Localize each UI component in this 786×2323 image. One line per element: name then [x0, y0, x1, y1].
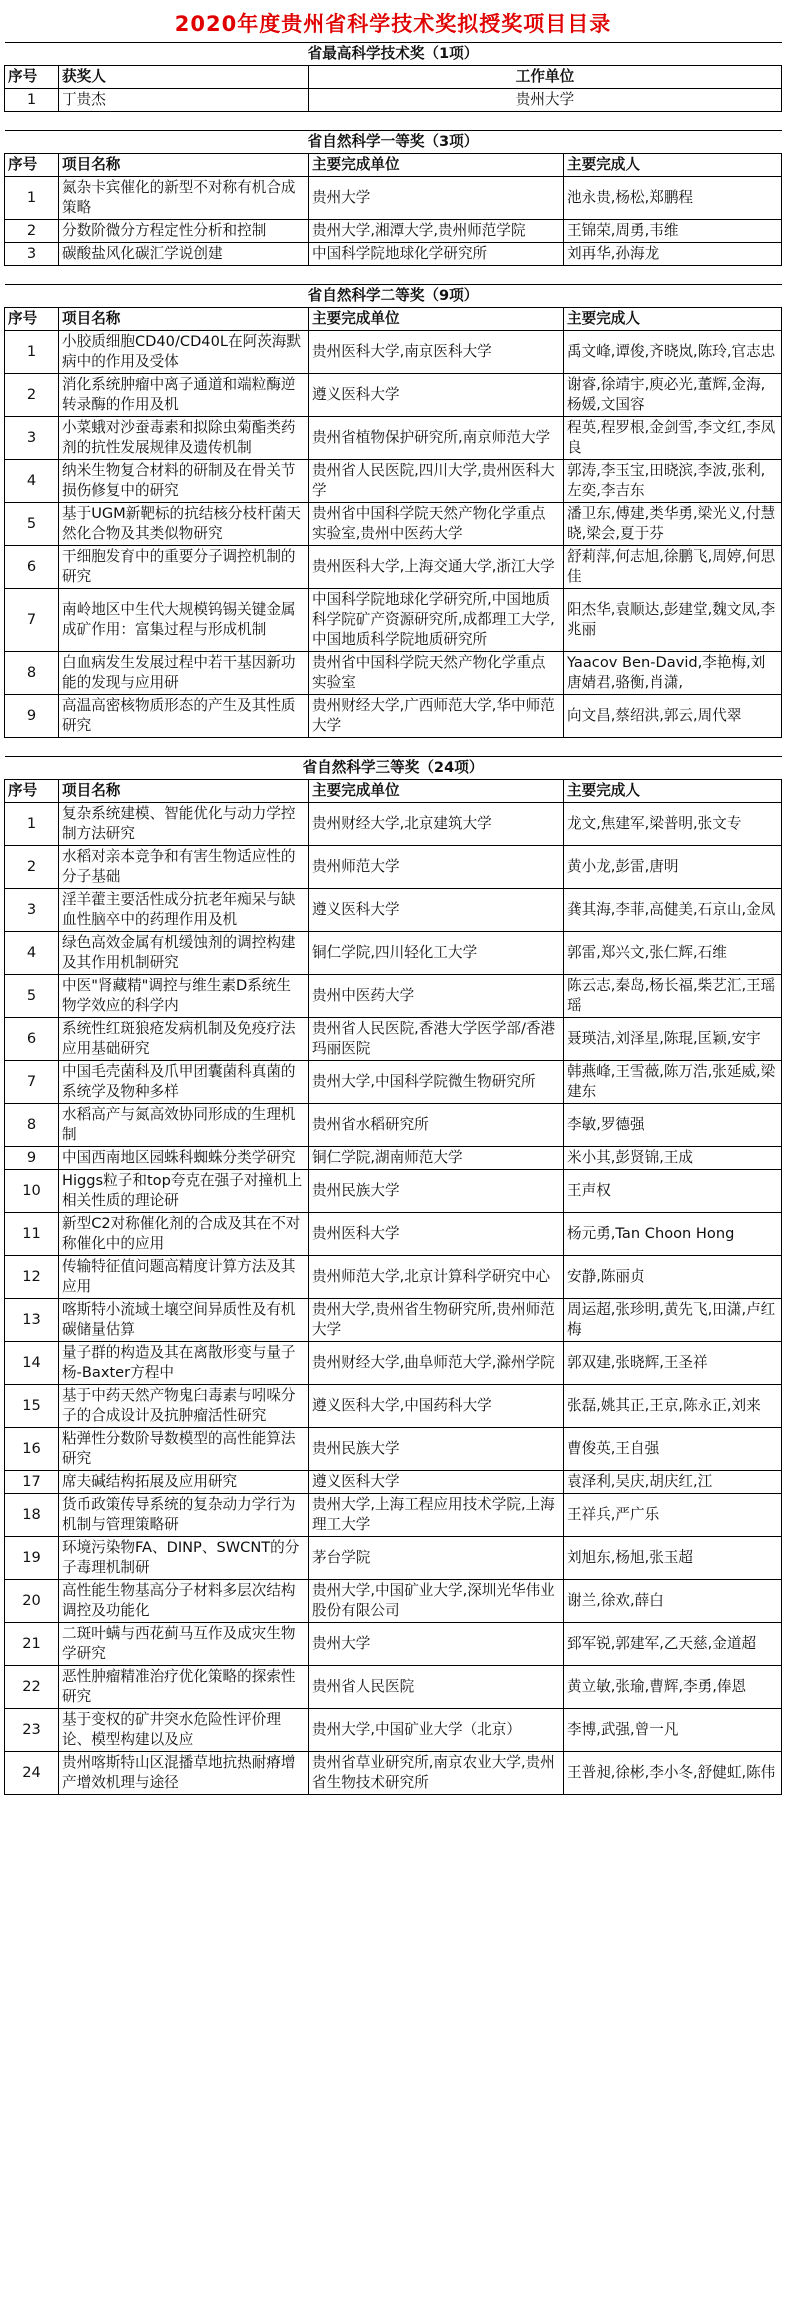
work-unit: 贵州大学: [309, 89, 782, 112]
table-row: [5, 1104, 782, 1147]
project-name: 贵州喀斯特山区混播草地抗热耐瘠增产增效机理与途径: [59, 1752, 309, 1795]
header-cell: 主要完成单位: [309, 308, 564, 331]
table-row: [5, 89, 782, 112]
row-index: 14: [5, 1342, 59, 1385]
completion-unit: 贵州中医药大学: [309, 975, 564, 1018]
completion-unit: 贵州省水稻研究所: [309, 1104, 564, 1147]
completion-people: 米小其,彭贤锦,王成: [564, 1147, 782, 1170]
completion-unit: 遵义医科大学,中国药科大学: [309, 1385, 564, 1428]
row-index: 3: [5, 889, 59, 932]
completion-people: 杨元勇,Tan Choon Hong: [564, 1213, 782, 1256]
table-row: [5, 1666, 782, 1709]
completion-unit: 贵州医科大学,南京医科大学: [309, 331, 564, 374]
completion-people: 向文昌,蔡绍洪,郭云,周代翠: [564, 695, 782, 738]
header-cell: 主要完成人: [564, 308, 782, 331]
completion-people: 程英,程罗根,金剑雪,李文红,李凤良: [564, 417, 782, 460]
project-name: 恶性肿瘤精准治疗优化策略的探索性研究: [59, 1666, 309, 1709]
header-row: [5, 780, 782, 803]
table-row: [5, 589, 782, 652]
table-row: [5, 1170, 782, 1213]
completion-people: 刘旭东,杨旭,张玉超: [564, 1537, 782, 1580]
project-name: 消化系统肿瘤中离子通道和端粒酶逆转录酶的作用及机: [59, 374, 309, 417]
header-cell: 主要完成人: [564, 780, 782, 803]
completion-unit: 贵州省中国科学院天然产物化学重点实验室,贵州中医药大学: [309, 503, 564, 546]
table-row: [5, 1256, 782, 1299]
completion-unit: 贵州省草业研究所,南京农业大学,贵州省生物技术研究所: [309, 1752, 564, 1795]
completion-unit: 贵州省人民医院: [309, 1666, 564, 1709]
completion-unit: 贵州医科大学: [309, 1213, 564, 1256]
row-index: 2: [5, 374, 59, 417]
completion-people: 韩燕峰,王雪薇,陈万浩,张延威,梁建东: [564, 1061, 782, 1104]
project-name: 环境污染物FA、DINP、SWCNT的分子毒理机制研: [59, 1537, 309, 1580]
row-index: 1: [5, 331, 59, 374]
row-index: 9: [5, 1147, 59, 1170]
completion-people: 郭雷,郑兴文,张仁辉,石维: [564, 932, 782, 975]
table-row: [5, 1494, 782, 1537]
row-index: 13: [5, 1299, 59, 1342]
project-name: 系统性红斑狼疮发病机制及免疫疗法应用基础研究: [59, 1018, 309, 1061]
row-index: 3: [5, 417, 59, 460]
project-name: 水稻高产与氮高效协同形成的生理机制: [59, 1104, 309, 1147]
row-index: 4: [5, 460, 59, 503]
project-name: 二斑叶螨与西花蓟马互作及成灾生物学研究: [59, 1623, 309, 1666]
row-index: 19: [5, 1537, 59, 1580]
header-cell: 序号: [5, 780, 59, 803]
project-name: 碳酸盐风化碳汇学说创建: [59, 243, 309, 266]
header-cell: 序号: [5, 66, 59, 89]
completion-unit: 贵州大学,中国科学院微生物研究所: [309, 1061, 564, 1104]
completion-people: 舒莉萍,何志旭,徐鹏飞,周婷,何思佳: [564, 546, 782, 589]
table-row: [5, 417, 782, 460]
row-index: 5: [5, 503, 59, 546]
completion-unit: 贵州大学,中国矿业大学（北京）: [309, 1709, 564, 1752]
row-index: 15: [5, 1385, 59, 1428]
completion-people: 黄小龙,彭雷,唐明: [564, 846, 782, 889]
completion-unit: 贵州大学,上海工程应用技术学院,上海理工大学: [309, 1494, 564, 1537]
header-cell: 主要完成单位: [309, 780, 564, 803]
table-row: [5, 243, 782, 266]
row-index: 12: [5, 1256, 59, 1299]
header-row: [5, 66, 782, 89]
completion-unit: 贵州省人民医院,四川大学,贵州医科大学: [309, 460, 564, 503]
completion-unit: 贵州大学,贵州省生物研究所,贵州师范大学: [309, 1299, 564, 1342]
completion-unit: 贵州师范大学: [309, 846, 564, 889]
row-index: 2: [5, 846, 59, 889]
section-gap: [5, 738, 782, 757]
header-cell: 项目名称: [59, 780, 309, 803]
completion-unit: 贵州财经大学,广西师范大学,华中师范大学: [309, 695, 564, 738]
completion-people: 张磊,姚其正,王京,陈永正,刘来: [564, 1385, 782, 1428]
completion-unit: 贵州大学,中国矿业大学,深圳光华伟业股份有限公司: [309, 1580, 564, 1623]
table-row: [5, 652, 782, 695]
page-title: 2020年度贵州省科学技术奖拟授奖项目目录: [174, 12, 612, 36]
table-row: [5, 546, 782, 589]
project-name: 货币政策传导系统的复杂动力学行为机制与管理策略研: [59, 1494, 309, 1537]
gap-cell: [5, 738, 782, 757]
row-index: 23: [5, 1709, 59, 1752]
table-row: [5, 1428, 782, 1471]
section-title: 省自然科学二等奖（9项）: [5, 285, 782, 308]
header-cell: 主要完成人: [564, 154, 782, 177]
table-row: [5, 1299, 782, 1342]
completion-people: 龚其海,李菲,高健美,石京山,金凤: [564, 889, 782, 932]
header-cell: 序号: [5, 154, 59, 177]
project-name: 高温高密核物质形态的产生及其性质研究: [59, 695, 309, 738]
table-row: [5, 1213, 782, 1256]
completion-people: 谢兰,徐欢,薛白: [564, 1580, 782, 1623]
completion-people: 池永贵,杨松,郑鹏程: [564, 177, 782, 220]
table-row: [5, 1018, 782, 1061]
completion-people: 王声权: [564, 1170, 782, 1213]
completion-people: 禹文峰,谭俊,齐晓岚,陈玲,官志忠: [564, 331, 782, 374]
completion-people: 谢睿,徐靖宇,庾必光,董辉,金海,杨媛,文国容: [564, 374, 782, 417]
completion-unit: 贵州大学,湘潭大学,贵州师范学院: [309, 220, 564, 243]
row-index: 1: [5, 89, 59, 112]
row-index: 1: [5, 177, 59, 220]
section-title: 省自然科学一等奖（3项）: [5, 131, 782, 154]
project-name: 小菜蛾对沙蚕毒素和拟除虫菊酯类药剂的抗性发展规律及遗传机制: [59, 417, 309, 460]
row-index: 5: [5, 975, 59, 1018]
header-row: [5, 308, 782, 331]
table-row: [5, 1537, 782, 1580]
completion-people: 潘卫东,傅建,类华勇,梁光义,付慧晓,梁会,夏于芬: [564, 503, 782, 546]
project-name: 高性能生物基高分子材料多层次结构调控及功能化: [59, 1580, 309, 1623]
row-index: 11: [5, 1213, 59, 1256]
project-name: 传输特征值问题高精度计算方法及其应用: [59, 1256, 309, 1299]
table-row: [5, 932, 782, 975]
project-name: 小胶质细胞CD40/CD40L在阿茨海默病中的作用及受体: [59, 331, 309, 374]
project-name: 氮杂卡宾催化的新型不对称有机合成策略: [59, 177, 309, 220]
completion-people: 龙文,焦建军,梁普明,张文专: [564, 803, 782, 846]
section-title-row: [5, 131, 782, 154]
table-row: [5, 1147, 782, 1170]
project-name: 粘弹性分数阶导数模型的高性能算法研究: [59, 1428, 309, 1471]
project-name: 绿色高效金属有机缓蚀剂的调控构建及其作用机制研究: [59, 932, 309, 975]
section-title: 省自然科学三等奖（24项）: [5, 757, 782, 780]
header-cell: 项目名称: [59, 308, 309, 331]
header-cell: 获奖人: [59, 66, 309, 89]
header-cell: 项目名称: [59, 154, 309, 177]
table-row: [5, 1342, 782, 1385]
gap-cell: [5, 112, 782, 131]
project-name: 中国毛壳菌科及爪甲团囊菌科真菌的系统学及物种多样: [59, 1061, 309, 1104]
completion-people: 刘再华,孙海龙: [564, 243, 782, 266]
row-index: 6: [5, 546, 59, 589]
project-name: 基于中药天然产物鬼臼毒素与吲哚分子的合成设计及抗肿瘤活性研究: [59, 1385, 309, 1428]
row-index: 8: [5, 652, 59, 695]
project-name: 淫羊藿主要活性成分抗老年痴呆与缺血性脑卒中的药理作用及机: [59, 889, 309, 932]
project-name: 喀斯特小流域土壤空间异质性及有机碳储量估算: [59, 1299, 309, 1342]
project-name: 基于变权的矿井突水危险性评价理论、模型构建以及应: [59, 1709, 309, 1752]
section-gap: [5, 112, 782, 131]
project-name: 中医"肾藏精"调控与维生素D系统生物学效应的科学内: [59, 975, 309, 1018]
row-index: 1: [5, 803, 59, 846]
header-cell: 工作单位: [309, 66, 782, 89]
completion-unit: 遵义医科大学: [309, 374, 564, 417]
completion-unit: 贵州省中国科学院天然产物化学重点实验室: [309, 652, 564, 695]
completion-unit: 贵州财经大学,北京建筑大学: [309, 803, 564, 846]
completion-people: 安静,陈丽贞: [564, 1256, 782, 1299]
header-row: [5, 154, 782, 177]
row-index: 22: [5, 1666, 59, 1709]
row-index: 21: [5, 1623, 59, 1666]
completion-people: 袁泽利,吴庆,胡庆红,江: [564, 1471, 782, 1494]
header-cell: 主要完成单位: [309, 154, 564, 177]
completion-unit: 中国科学院地球化学研究所: [309, 243, 564, 266]
table-row: [5, 803, 782, 846]
completion-unit: 贵州财经大学,曲阜师范大学,滁州学院: [309, 1342, 564, 1385]
table-row: [5, 1385, 782, 1428]
table-row: [5, 503, 782, 546]
row-index: 10: [5, 1170, 59, 1213]
row-index: 7: [5, 589, 59, 652]
project-name: 水稻对亲本竞争和有害生物适应性的分子基础: [59, 846, 309, 889]
section-title-row: [5, 757, 782, 780]
table-row: [5, 1580, 782, 1623]
completion-people: 王祥兵,严广乐: [564, 1494, 782, 1537]
completion-unit: 遵义医科大学: [309, 1471, 564, 1494]
row-index: 9: [5, 695, 59, 738]
project-name: 干细胞发育中的重要分子调控机制的研究: [59, 546, 309, 589]
completion-people: 聂瑛洁,刘泽星,陈琨,匡颖,安宇: [564, 1018, 782, 1061]
section-title-row: [5, 43, 782, 66]
row-index: 20: [5, 1580, 59, 1623]
completion-unit: 贵州省人民医院,香港大学医学部/香港玛丽医院: [309, 1018, 564, 1061]
table-row: [5, 889, 782, 932]
completion-people: 李博,武强,曾一凡: [564, 1709, 782, 1752]
row-index: 17: [5, 1471, 59, 1494]
row-index: 7: [5, 1061, 59, 1104]
completion-unit: 铜仁学院,四川轻化工大学: [309, 932, 564, 975]
header-cell: 序号: [5, 308, 59, 331]
completion-unit: 贵州民族大学: [309, 1428, 564, 1471]
table-row: [5, 177, 782, 220]
awardee-name: 丁贵杰: [59, 89, 309, 112]
completion-people: 曹俊英,王自强: [564, 1428, 782, 1471]
section-gap: [5, 266, 782, 285]
table-row: [5, 975, 782, 1018]
completion-unit: 贵州省植物保护研究所,南京师范大学: [309, 417, 564, 460]
table-row: [5, 1061, 782, 1104]
completion-people: 郅军锐,郭建军,乙天慈,金道超: [564, 1623, 782, 1666]
project-name: 分数阶微分方程定性分析和控制: [59, 220, 309, 243]
completion-unit: 贵州大学: [309, 1623, 564, 1666]
row-index: 6: [5, 1018, 59, 1061]
project-name: 复杂系统建模、智能优化与动力学控制方法研究: [59, 803, 309, 846]
completion-unit: 贵州民族大学: [309, 1170, 564, 1213]
completion-unit: 中国科学院地球化学研究所,中国地质科学院矿产资源研究所,成都理工大学,中国地质科学院地质研究所: [309, 589, 564, 652]
row-index: 18: [5, 1494, 59, 1537]
project-name: 中国西南地区园蛛科蜘蛛分类学研究: [59, 1147, 309, 1170]
project-name: 席夫碱结构拓展及应用研究: [59, 1471, 309, 1494]
completion-unit: 遵义医科大学: [309, 889, 564, 932]
row-index: 8: [5, 1104, 59, 1147]
table-row: [5, 374, 782, 417]
completion-unit: 贵州医科大学,上海交通大学,浙江大学: [309, 546, 564, 589]
completion-unit: 贵州大学: [309, 177, 564, 220]
row-index: 3: [5, 243, 59, 266]
project-name: 南岭地区中生代大规模钨锡关键金属成矿作用：富集过程与形成机制: [59, 589, 309, 652]
row-index: 24: [5, 1752, 59, 1795]
completion-people: 周运超,张珍明,黄先飞,田潇,卢红梅: [564, 1299, 782, 1342]
section-title-row: [5, 285, 782, 308]
completion-people: 王普昶,徐彬,李小冬,舒健虹,陈伟: [564, 1752, 782, 1795]
gap-cell: [5, 266, 782, 285]
table-row: [5, 1752, 782, 1795]
table-row: [5, 1623, 782, 1666]
completion-unit: 茅台学院: [309, 1537, 564, 1580]
row-index: 2: [5, 220, 59, 243]
row-index: 4: [5, 932, 59, 975]
completion-people: Yaacov Ben-David,李艳梅,刘唐婧君,骆衡,肖潇,: [564, 652, 782, 695]
row-index: 16: [5, 1428, 59, 1471]
completion-people: 李敏,罗德强: [564, 1104, 782, 1147]
project-name: 新型C2对称催化剂的合成及其在不对称催化中的应用: [59, 1213, 309, 1256]
award-table: [4, 42, 782, 1795]
project-name: 纳米生物复合材料的研制及在骨关节损伤修复中的研究: [59, 460, 309, 503]
table-row: [5, 1471, 782, 1494]
table-row: [5, 1709, 782, 1752]
completion-people: 郭涛,李玉宝,田晓滨,李波,张利,左奕,李吉东: [564, 460, 782, 503]
table-row: [5, 695, 782, 738]
project-name: Higgs粒子和top夸克在强子对撞机上相关性质的理论研: [59, 1170, 309, 1213]
project-name: 白血病发生发展过程中若干基因新功能的发现与应用研: [59, 652, 309, 695]
project-name: 量子群的构造及其在离散形变与量子杨-Baxter方程中: [59, 1342, 309, 1385]
completion-unit: 贵州师范大学,北京计算科学研究中心: [309, 1256, 564, 1299]
completion-people: 王锦荣,周勇,韦维: [564, 220, 782, 243]
table-row: [5, 460, 782, 503]
completion-unit: 铜仁学院,湖南师范大学: [309, 1147, 564, 1170]
table-row: [5, 846, 782, 889]
completion-people: 黄立敏,张瑜,曹辉,李勇,俸恩: [564, 1666, 782, 1709]
completion-people: 阳杰华,袁顺达,彭建堂,魏文凤,李兆丽: [564, 589, 782, 652]
table-row: [5, 331, 782, 374]
project-name: 基于UGM新靶标的抗结核分枝杆菌天然化合物及其类似物研究: [59, 503, 309, 546]
completion-people: 郭双建,张晓辉,王圣祥: [564, 1342, 782, 1385]
section-title: 省最高科学技术奖（1项）: [5, 43, 782, 66]
table-row: [5, 220, 782, 243]
completion-people: 陈云志,秦岛,杨长福,柴艺汇,王瑶瑶: [564, 975, 782, 1018]
